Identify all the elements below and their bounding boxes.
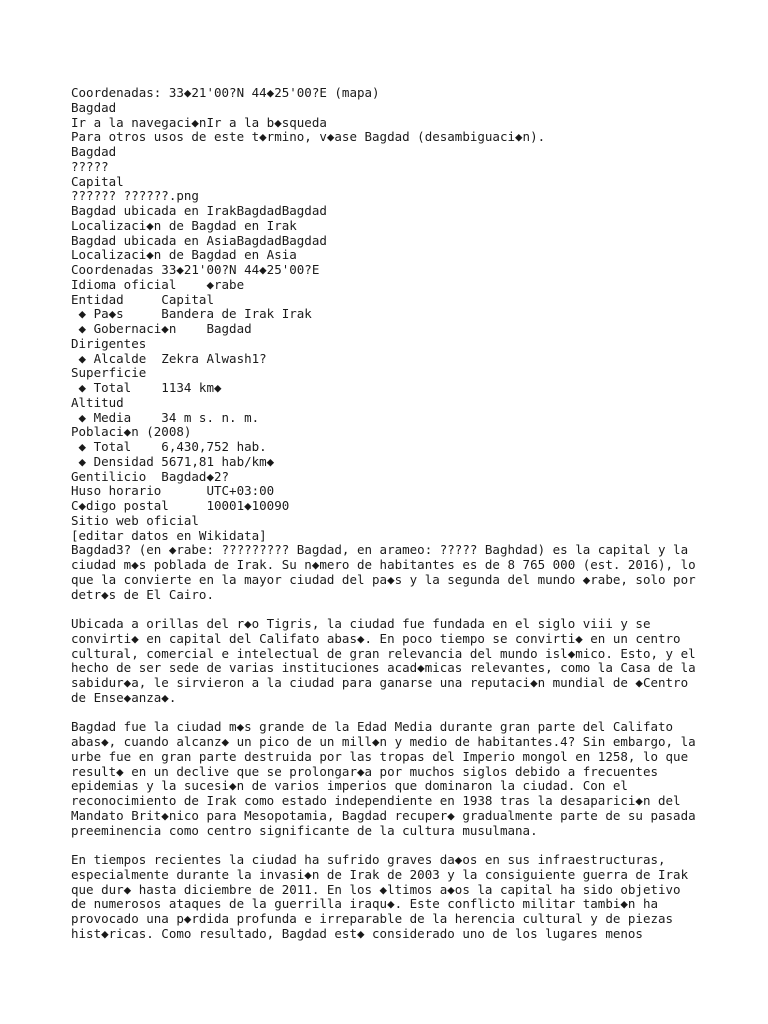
text-line: [editar datos en Wikidata] — [71, 527, 267, 543]
text-line: epidemias y la sucesi◆n de varios imperios que dominaron la ciudad. Con el — [71, 778, 628, 794]
text-line: Para otros usos de este t◆rmino, v◆ase Bagdad (desambiguaci◆n). — [71, 129, 546, 145]
text-line: reconocimiento de Irak como estado independiente en 1938 tras la desaparici◆n del — [71, 793, 681, 808]
text-line: hecho de ser sede de varias instituciones acad◆micas relevantes, como la Casa de la — [71, 660, 696, 676]
text-line: En tiempos recientes la ciudad ha sufrido graves da◆os en sus infraestructuras, — [71, 852, 666, 867]
text-line: ◆ Pa◆s Bandera de Irak Irak — [71, 306, 312, 322]
text-line: Poblaci◆n (2008) — [71, 424, 192, 440]
text-line: ◆ Densidad 5671,81 hab/km◆ — [71, 453, 275, 469]
text-line: Idioma oficial ◆rabe — [71, 276, 245, 292]
text-line: que dur◆ hasta diciembre de 2011. En los ◆ltimos a◆os la capital ha sido objetivo — [71, 881, 681, 897]
text-line: Huso horario UTC+03:00 — [71, 483, 275, 499]
text-line: ◆ Media 34 m s. n. m. — [71, 409, 260, 425]
text-line — [71, 838, 711, 853]
text-line: provocado una p◆rdida profunda e irreparable de la herencia cultural y de piezas — [71, 911, 674, 926]
text-line: Localizaci◆n de Bagdad en Irak — [71, 217, 297, 233]
text-line: cultural, comercial e intelectual de gran relevancia del mundo isl◆mico. Esto, y el — [71, 645, 696, 661]
text-line: detr◆s de El Cairo. — [71, 586, 214, 602]
text-line: sabidur◆a, le sirvieron a la ciudad para ganarse una reputaci◆n mundial de ◆Centro — [71, 675, 689, 690]
text-line: Dirigentes — [71, 335, 147, 351]
text-line: ????? — [71, 158, 109, 174]
text-line: Localizaci◆n de Bagdad en Asia — [71, 247, 297, 263]
text-line: Bagdad — [71, 144, 117, 159]
text-line: especialmente durante la invasi◆n de Irak de 2003 y la consiguiente guerra de Irak — [71, 866, 689, 882]
text-line: Coordenadas: 33◆21'00?N 44◆25'00?E (mapa) — [71, 85, 380, 100]
text-line: urbe fue en gran parte destruida por las tropas del Imperio mongol en 1258, lo que — [71, 748, 689, 764]
text-line — [71, 602, 711, 617]
text-line: Altitud — [71, 394, 124, 410]
text-line: ◆ Total 1134 km◆ — [71, 380, 222, 395]
text-line: Gentilicio Bagdad◆2? — [71, 468, 230, 484]
text-line: ◆ Gobernaci◆n Bagdad — [71, 321, 252, 336]
text-line: preeminencia como centro significante de la cultura musulmana. — [71, 822, 538, 838]
text-line: Entidad Capital — [71, 291, 214, 307]
text-line: C◆digo postal 10001◆10090 — [71, 498, 290, 513]
text-line: de numerosos ataques de la guerrilla iraqu◆. Este conflicto militar tambi◆n ha — [71, 896, 658, 912]
text-line: ciudad m◆s poblada de Irak. Su n◆mero de habitantes es de 8 765 000 (est. 2016), lo — [71, 557, 696, 572]
text-line: Bagdad ubicada en AsiaBagdadBagdad — [71, 232, 327, 248]
text-line: abas◆, cuando alcanz◆ un pico de un mill◆n y medio de habitantes.4? Sin embargo, la — [71, 734, 696, 749]
document-page — [71, 86, 711, 942]
text-line — [71, 706, 711, 721]
text-line: Superficie — [71, 365, 147, 381]
text-line: result◆ en un declive que se prolongar◆a por muchos siglos debido a frecuentes — [71, 763, 658, 779]
text-line: Capital — [71, 173, 124, 189]
text-line: convirti◆ en capital del Califato abas◆. En poco tiempo se convirti◆ en un centro — [71, 630, 681, 646]
text-line: Mandato Brit◆nico para Mesopotamia, Bagdad recuper◆ gradualmente parte de su pasada — [71, 807, 696, 823]
text-line: de Ense◆anza◆. — [71, 689, 177, 705]
text-line: Bagdad fue la ciudad m◆s grande de la Edad Media durante gran parte del Califato — [71, 719, 674, 735]
text-line: ◆ Total 6,430,752 hab. — [71, 439, 267, 454]
text-line: Bagdad — [71, 99, 117, 115]
text-line: ◆ Alcalde Zekra Alwash1? — [71, 350, 267, 366]
text-line: Ubicada a orillas del r◆o Tigris, la ciudad fue fundada en el siglo viii y se — [71, 616, 651, 631]
text-line: Coordenadas 33◆21'00?N 44◆25'00?E — [71, 262, 320, 277]
text-line: Bagdad3? (en ◆rabe: ????????? Bagdad, en arameo: ????? Baghdad) es la capital y la — [71, 542, 689, 558]
text-line: Bagdad ubicada en IrakBagdadBagdad — [71, 203, 327, 218]
text-line: Ir a la navegaci◆nIr a la b◆squeda — [71, 114, 327, 130]
text-line: Sitio web oficial — [71, 512, 199, 528]
text-line: que la convierte en la mayor ciudad del pa◆s y la segunda del mundo ◆rabe, solo por — [71, 571, 696, 587]
text-line: ?????? ??????.png — [71, 188, 199, 204]
text-line: hist◆ricas. Como resultado, Bagdad est◆ considerado uno de los lugares menos — [71, 925, 643, 941]
